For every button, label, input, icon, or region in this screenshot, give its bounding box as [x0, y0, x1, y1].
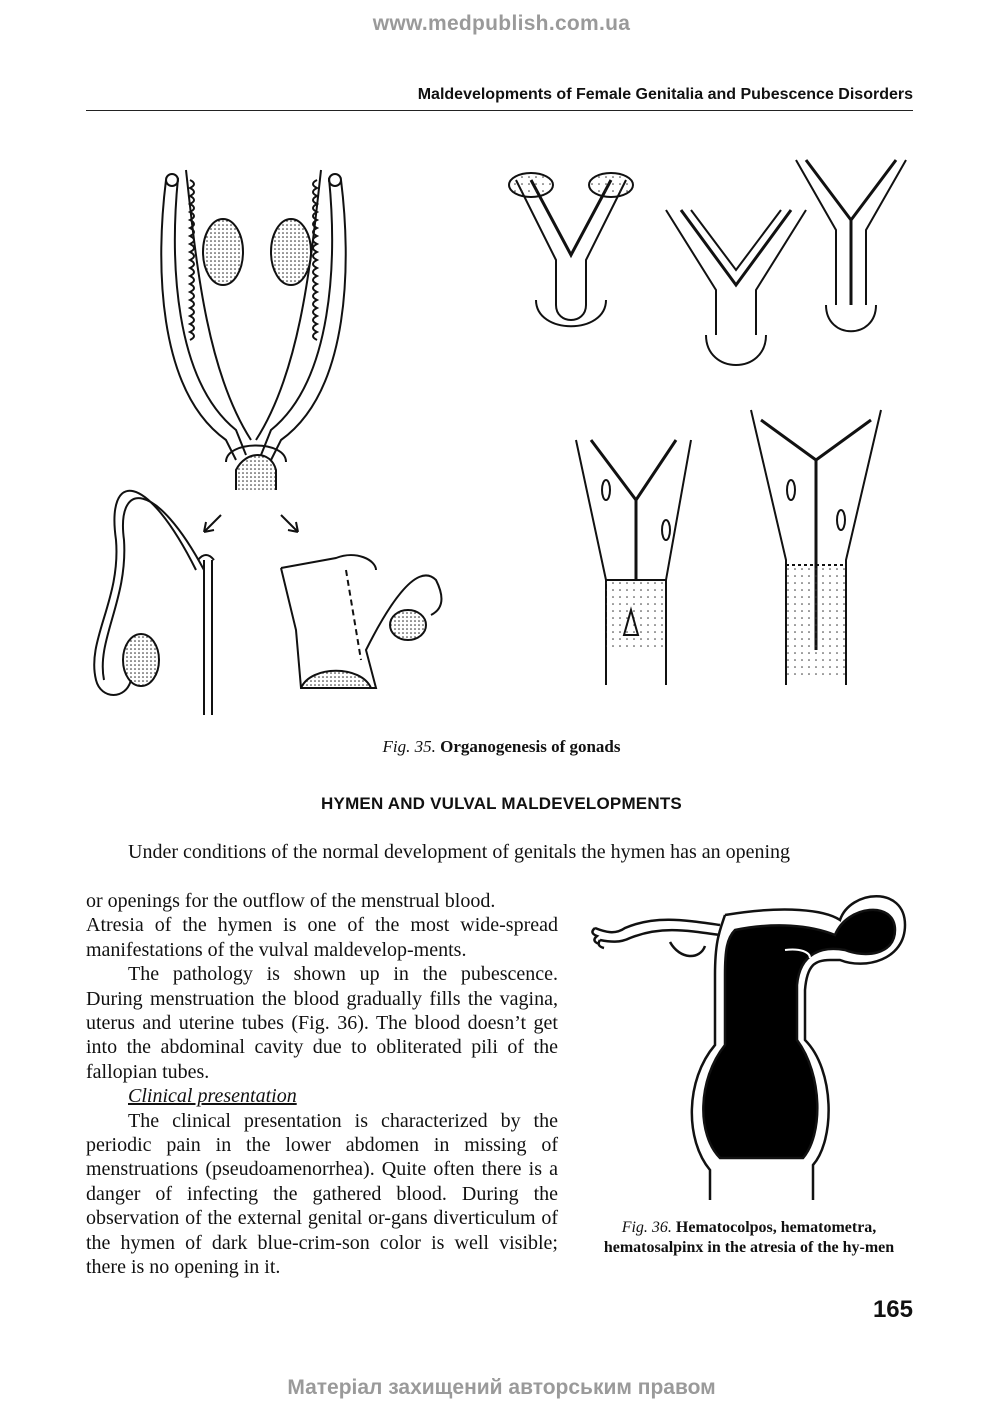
figure-36-label: Fig. 36.: [621, 1219, 672, 1236]
figure-35-label: Fig. 35.: [382, 737, 436, 756]
figure-36-illustration: [585, 880, 915, 1205]
page-number: 165: [872, 1296, 913, 1323]
subheading-clinical-presentation: Clinical presentation: [128, 1085, 297, 1108]
running-head: Maldevelopments of Female Genitalia and Pubescence Disorders: [417, 86, 913, 103]
paragraph-4: The clinical presentation is characterized by the periodic pain in the lower abdomen in missing of menstruations (pseudoamenorrhea). Quite often there is a danger of infecting the gathered blood. During the observation of the external genital or-gans diverticulum of the hymen of dark blue-crim-son color is well visible; there is no opening in it.: [86, 1109, 558, 1279]
paragraph-2: Atresia of the hymen is one of the most wide-spread manifestations of the vulval maldevelop-ments.: [86, 914, 558, 961]
copyright-watermark: Матеріал захищений авторським правом: [287, 1376, 716, 1399]
header-rule: [86, 110, 913, 111]
paragraph-1-continued: or openings for the outflow of the menstrual blood.: [86, 890, 496, 912]
figure-35-title: Organogenesis of gonads: [440, 737, 621, 756]
paragraph-3: The pathology is shown up in the pubescence. During menstruation the blood gradually fills the vagina, uterus and uterine tubes (Fig. 36). The blood doesn’t get into the abdominal cavity due to obliterated pili of the fallopian tubes.: [86, 963, 558, 1083]
site-url-watermark: www.medpublish.com.ua: [372, 12, 631, 35]
figure-36-caption: [574, 1218, 924, 1258]
figure-36-title: Hematocolpos, hematometra, hematosalpinx in the atresia of the hy-men: [603, 1219, 895, 1256]
left-column-text: [86, 889, 558, 1280]
figure-35-caption: [0, 737, 1003, 757]
figure-35-illustration: [86, 140, 916, 730]
section-heading: HYMEN AND VULVAL MALDEVELOPMENTS: [321, 794, 682, 813]
paragraph-1: Under conditions of the normal development of genitals the hymen has an opening: [128, 841, 791, 863]
